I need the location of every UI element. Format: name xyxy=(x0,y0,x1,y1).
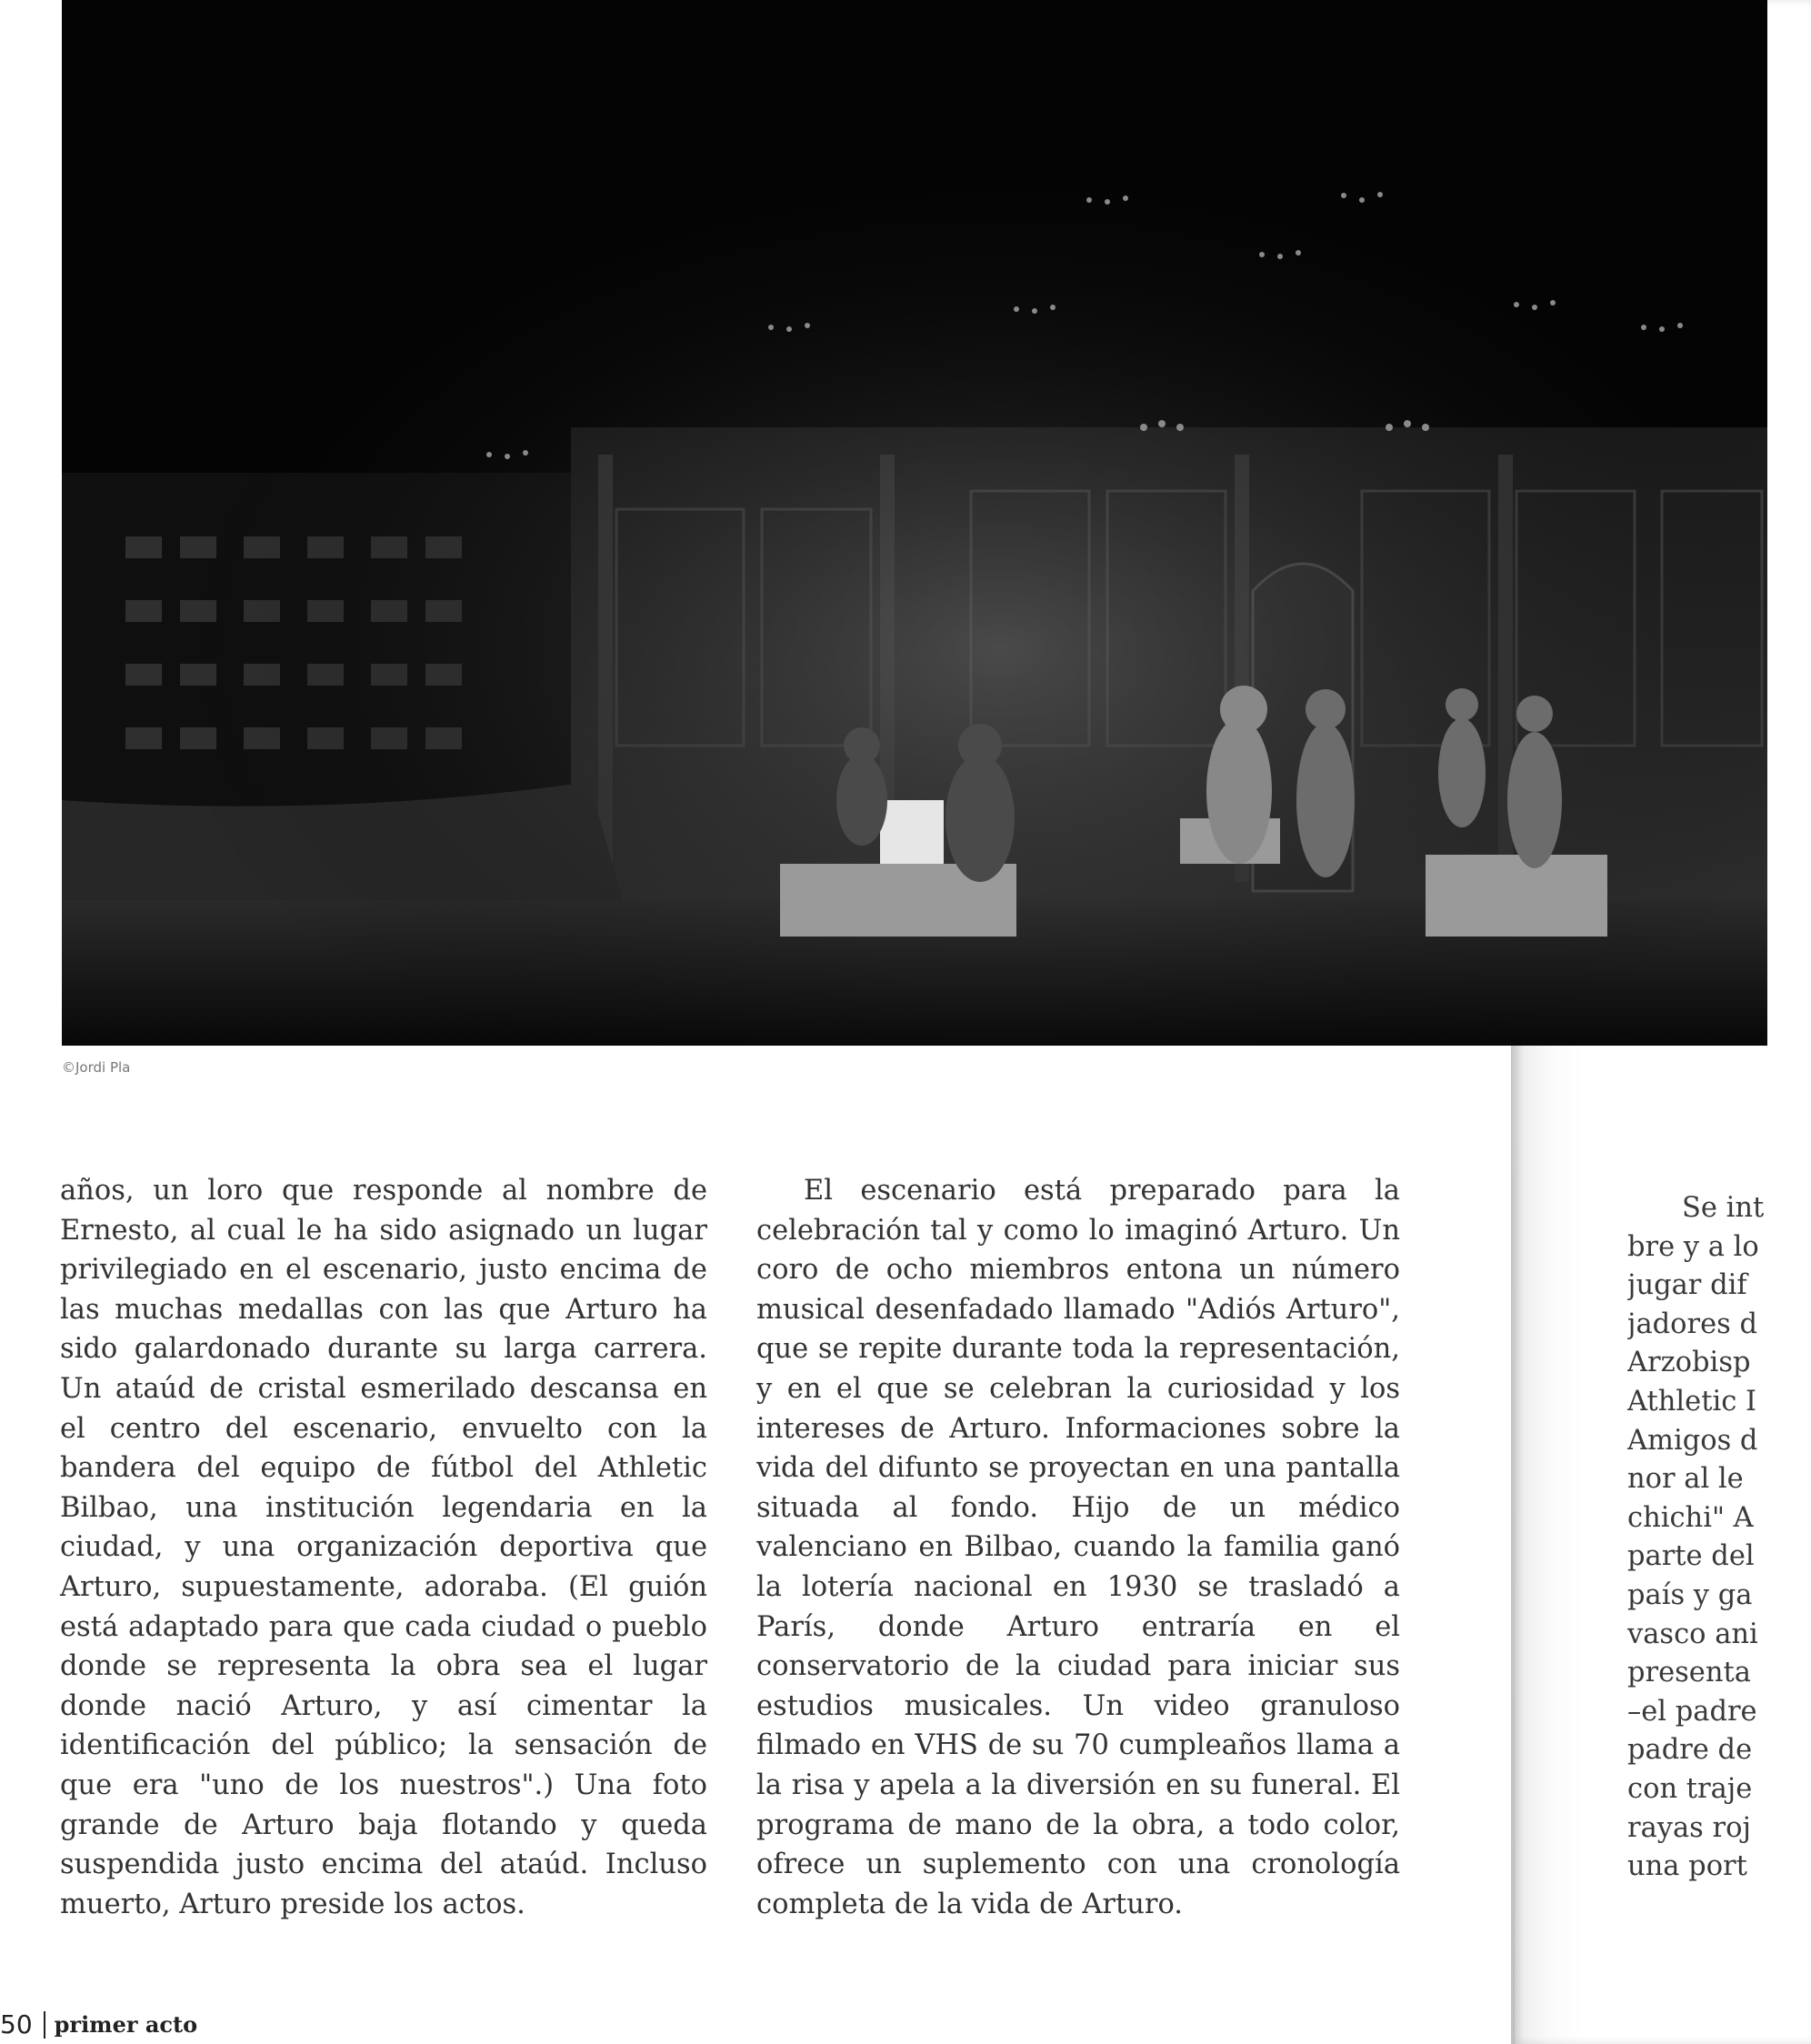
right-line: con traje xyxy=(1627,1772,1753,1805)
text-column-middle xyxy=(756,1171,1400,1924)
right-line: bre y a lo xyxy=(1627,1230,1759,1263)
text-column-right-cropped xyxy=(1627,1189,1811,1887)
right-line: jadores d xyxy=(1627,1308,1758,1340)
right-line: Arzobisp xyxy=(1627,1347,1751,1379)
right-line: Amigos d xyxy=(1627,1424,1758,1457)
right-line: Athletic I xyxy=(1627,1385,1757,1418)
footer-separator xyxy=(44,2011,45,2039)
stage-scene xyxy=(62,0,1767,1046)
page-gutter xyxy=(1513,1046,1515,2044)
page-number: 50 xyxy=(0,2009,33,2039)
right-line: jugar dif xyxy=(1627,1269,1747,1302)
right-line: –el padre xyxy=(1627,1695,1757,1728)
right-line: rayas roj xyxy=(1627,1811,1751,1844)
magazine-title: primer acto xyxy=(54,2011,198,2038)
right-line: una port xyxy=(1627,1850,1747,1883)
right-line: padre de xyxy=(1627,1734,1753,1767)
right-line: nor al le xyxy=(1627,1463,1744,1496)
paragraph-left: años, un loro que responde al nombre de Ernesto, al cual le ha sido asignado un lugar privilegiado en el escenario, justo encima de las muchas medallas con las que Arturo ha sido galardonado durante su larga carrera. Un ataúd de cristal esmerilado descansa en el centro del escenario, envuelto con la bandera del equipo de fútbol del Athletic Bilbao, una institución legendaria en la ciudad, y una organización deportiva que Arturo, supuestamente, adoraba. (El guión está adaptado para que cada ciudad o pueblo donde se representa la obra sea el lugar donde nació Arturo, y así cimentar la identificación del público; la sensación de que era "uno de los nuestros".) Una foto grande de Arturo baja flotando y queda suspendida justo encima del ataúd. Incluso muerto, Arturo preside los actos. xyxy=(60,1175,707,1920)
right-line: chichi" A xyxy=(1627,1501,1754,1534)
text-column-left xyxy=(60,1171,707,1924)
right-line: país y ga xyxy=(1627,1578,1753,1611)
photo-credit: ©Jordi Pla xyxy=(62,1059,131,1076)
right-line: Se int xyxy=(1682,1192,1765,1224)
paragraph-middle: El escenario está preparado para la celebración tal y como lo imaginó Arturo. Un coro de ocho miembros entona un número musical desenfadado llamado "Adiós Arturo", que se repite durante toda la representación, y en el que se celebran la curiosidad y los intereses de Arturo. Informaciones sobre la vida del difunto se proyectan en una pantalla situada al fondo. Hijo de un médico valenciano en Bilbao, cuando la familia ganó la lotería nacional en 1930 se trasladó a París, donde Arturo entraría en el conservatorio de la ciudad para iniciar sus estudios musicales. Un video granuloso filmado en VHS de su 70 cumpleaños llama a la risa y apela a la diversión en su funeral. El programa de mano de la obra, a todo color, ofrece un suplemento con una cronología completa de la vida de Arturo. xyxy=(756,1175,1400,1920)
right-line: vasco ani xyxy=(1627,1618,1758,1650)
right-line: parte del xyxy=(1627,1540,1755,1573)
right-line: presenta xyxy=(1627,1657,1751,1689)
stage-photograph xyxy=(62,0,1767,1046)
page-footer xyxy=(0,2009,197,2039)
